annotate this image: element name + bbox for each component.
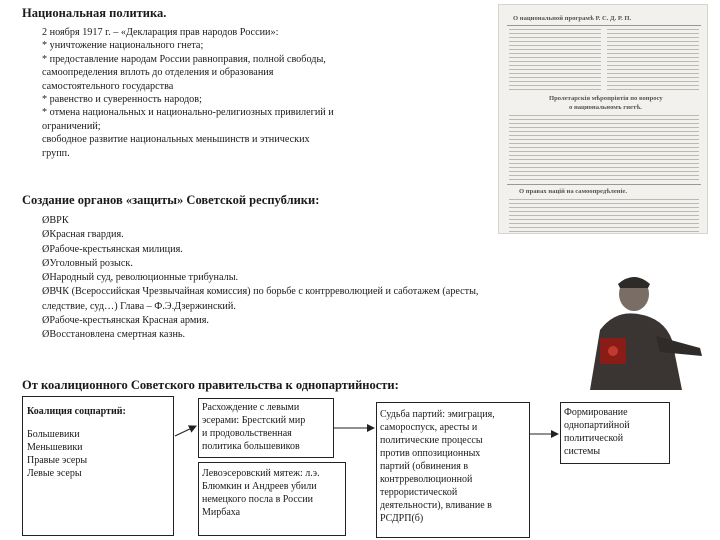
party-fate-text: Судьба партий: эмиграция, самороспуск, аресты и политические процессы против оппозиционных партий (обвинения в контрреволюционной террористической деятельности), вливание в РСДРП(б) (380, 409, 495, 524)
one-party-heading: От коалиционного Советского правительства к однопартийности: (22, 378, 399, 392)
list-item: ØРабоче-крестьянская Красная армия. (42, 315, 209, 327)
newspaper-subheadline: О праваx націй на самоопредѣленіе. (519, 188, 627, 195)
list-item: Правые эсеры (27, 455, 88, 466)
text-line: групп. (42, 147, 70, 159)
text-line: свободное развитие национальных меньшинств и этнических (42, 134, 310, 146)
coalition-title: Коалиция соцпартий: (27, 406, 126, 417)
list-item: Левые эсеры (27, 468, 82, 479)
list-item: ØНародный суд, революционные трибуналы. (42, 272, 239, 284)
list-item: ØКрасная гвардия. (42, 229, 124, 241)
list-item: следствие, суд…) Глава – Ф.Э.Дзержинский. (42, 300, 236, 312)
list-item: ØУголовный розыск. (42, 257, 133, 269)
protection-organs-heading: Создание органов «защиты» Советской республики: (22, 193, 320, 207)
text-line: * уничтожение национального гнета; (42, 40, 204, 52)
text-line: ограничений; (42, 120, 101, 132)
list-item: ØВЧК (Всероссийская Чрезвычайная комиссия) по борьбе с контрреволюцией и саботажем (аресты, (42, 286, 479, 298)
text-line: самостоятельного государства (42, 80, 174, 92)
text-line: * равенство и суверенность народов; (42, 94, 202, 106)
text-line: самоопределения вплоть до отделения и образования (42, 67, 274, 79)
left-sr-revolt-text: Левоэсеровский мятеж: л.э. Блюмкин и Андреев убили немецкого посла в России Мирбаха (202, 468, 320, 518)
newspaper-subheadline: Пролетарскія мѣропріятія по вопросу (549, 95, 663, 102)
text-line: * отмена национальных и национально-религиозных привилегий и (42, 107, 334, 119)
arrow-coalition-to-split (175, 426, 196, 436)
list-item: Большевики (27, 429, 80, 440)
text-line: * предоставление народам России равноправия, полной свободы, (42, 53, 326, 65)
text-line: 2 ноября 1917 г. – «Декларация прав народов России»: (42, 27, 279, 38)
list-item: Меньшевики (27, 442, 83, 453)
left-sr-split-text: Расхождение с левыми эсерами: Брестский мир и продовольственная политика большевиков (202, 402, 306, 452)
list-item: ØРабоче-крестьянская милиция. (42, 243, 183, 255)
list-item: ØВосстановлена смертная казнь. (42, 329, 186, 341)
one-party-system-text: Формирование однопартийной политической системы (564, 407, 630, 457)
newspaper-subheadline: о национальномъ гнетѣ. (569, 104, 642, 111)
list-item: ØВРК (42, 215, 69, 226)
newspaper-headline: О национальной програмѣ Р. С. Д. Р. П. (513, 15, 632, 22)
national-policy-heading: Национальная политика. (22, 6, 167, 20)
